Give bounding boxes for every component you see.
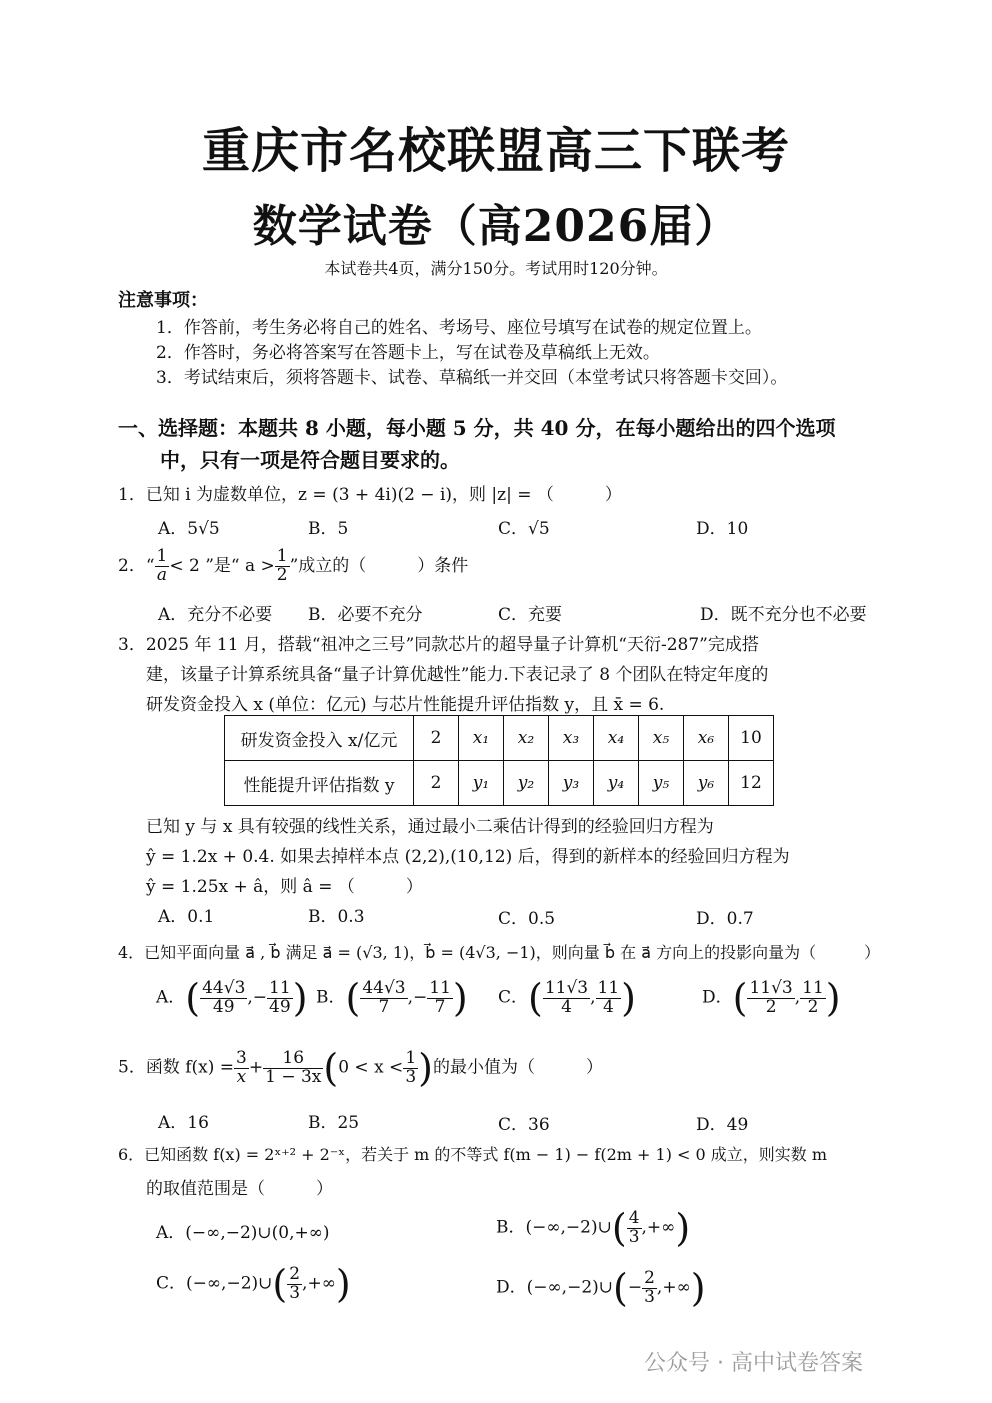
q6-option-a: A．(−∞,−2)∪(0,+∞) — [156, 1223, 330, 1243]
separator: ,− — [247, 987, 268, 1008]
paren-close: ) — [452, 976, 468, 1020]
paren-open: ( — [272, 1262, 288, 1306]
frac-num: 11√3 — [544, 977, 589, 998]
q2-fraction — [155, 548, 170, 585]
table-cell: 12 — [729, 761, 774, 806]
q5-option-b: B．25 — [308, 1113, 360, 1133]
exam-title: 重庆市名校联盟高三下联考 — [201, 123, 790, 179]
frac-num: 11 — [802, 977, 824, 998]
question-3-line: 研发资金投入 x (单位：亿元) 与芯片性能提升评估指数 y，且 x̄ = 6. — [146, 695, 665, 715]
q4-option-d — [702, 976, 841, 1020]
question-3-line: 3．2025 年 11 月，搭载“祖冲之三号”同款芯片的超导量子计算机“天衍-287”完成搭 — [118, 635, 759, 655]
q2-frac-num: 1 — [156, 546, 168, 566]
option-text: ,+∞ — [302, 1273, 336, 1294]
q6-option-d — [496, 1266, 706, 1310]
option-label: D． — [702, 987, 733, 1008]
q3-option-b: B．0.3 — [308, 907, 365, 927]
frac-num: 11√3 — [749, 977, 793, 998]
fraction — [263, 1047, 323, 1087]
option-label: A． — [156, 987, 186, 1008]
frac-den: 3 — [628, 1226, 640, 1247]
q2-pre: 2．“ — [118, 555, 155, 576]
table-cell: 研发资金投入 x/亿元 — [225, 716, 414, 761]
fraction — [267, 977, 293, 1017]
notice-item: 3．考试结束后，须将答题卡、试卷、草稿纸一并交回（本堂考试只将答题卡交回）。 — [156, 368, 788, 388]
paren-open: ( — [185, 976, 201, 1020]
frac-den: 4 — [602, 996, 614, 1017]
q2-fraction-2 — [275, 548, 290, 585]
frac-num: 11 — [429, 977, 451, 998]
fraction — [543, 977, 590, 1017]
paren-open: ( — [528, 976, 543, 1020]
frac-den: 3 — [644, 1286, 655, 1307]
question-6-line: 6．已知函数 f(x) = 2ˣ⁺² + 2⁻ˣ，若关于 m 的不等式 f(m − 1) − f(2m + 1) < 0 成立，则实数 m — [118, 1145, 828, 1164]
q2-frac2-num: 1 — [276, 546, 288, 566]
table-cell: 性能提升评估指数 y — [225, 761, 414, 806]
fraction — [287, 1263, 302, 1303]
exam-info: 本试卷共4页，满分150分。考试用时120分钟。 — [324, 259, 668, 278]
table-cell: x₅ — [639, 716, 684, 761]
q2-option-a: A．充分不必要 — [158, 605, 273, 625]
frac-num: 3 — [236, 1047, 247, 1068]
minus-sign: − — [627, 1277, 643, 1298]
paren-close: ) — [292, 976, 308, 1020]
frac-num: 1 — [405, 1047, 417, 1068]
frac-den: 7 — [434, 996, 446, 1017]
table-row — [225, 761, 774, 806]
option-text: ,+∞ — [641, 1217, 676, 1238]
paren-open: ( — [732, 976, 748, 1020]
frac-den: 3 — [405, 1066, 417, 1087]
fraction — [403, 1047, 418, 1087]
q4-option-b — [316, 976, 468, 1020]
paren-close: ) — [621, 976, 636, 1020]
question-5-stem — [118, 1046, 603, 1090]
paren-close: ) — [418, 1046, 433, 1090]
q3-option-d: D．0.7 — [696, 909, 754, 929]
fraction — [627, 1207, 642, 1247]
option-label: C． — [498, 987, 529, 1008]
paren-open: ( — [345, 976, 361, 1020]
q1-option-d: D．10 — [696, 519, 749, 539]
section-heading: 一、选择题：本题共 8 小题，每小题 5 分，共 40 分，在每小题给出的四个选项 — [118, 416, 836, 440]
table-cell: y₁ — [459, 761, 504, 806]
table-cell: x₄ — [594, 716, 639, 761]
frac-den: x — [236, 1066, 247, 1087]
paren-close: ) — [690, 1266, 706, 1310]
table-cell: y₆ — [684, 761, 729, 806]
q5-pre: 5．函数 f(x) = — [118, 1057, 235, 1078]
frac-den: 3 — [289, 1282, 301, 1303]
separator: , — [794, 987, 801, 1008]
table-cell: y₄ — [594, 761, 639, 806]
frac-num: 11 — [597, 977, 620, 998]
q3-option-c: C．0.5 — [498, 909, 556, 929]
q2-option-c: C．充要 — [498, 605, 563, 625]
table-cell: 2 — [414, 761, 459, 806]
q1-option-c: C．√5 — [498, 519, 550, 539]
frac-den: 49 — [212, 996, 235, 1017]
frac-den: 7 — [378, 996, 390, 1017]
q6-option-c — [156, 1262, 351, 1306]
separator: ,− — [407, 987, 428, 1008]
table-cell: x₆ — [684, 716, 729, 761]
frac-num: 2 — [644, 1267, 655, 1288]
fraction — [642, 1267, 657, 1307]
q1-option-b: B．5 — [308, 519, 349, 539]
fraction — [234, 1047, 249, 1087]
q2-option-b: B．必要不充分 — [308, 605, 423, 625]
table-row — [225, 716, 774, 761]
table-cell: x₂ — [504, 716, 549, 761]
table-cell: y₅ — [639, 761, 684, 806]
q5-condition: 0 < x < — [338, 1057, 404, 1078]
plus-sign: + — [248, 1057, 264, 1078]
q5-option-a: A．16 — [158, 1113, 209, 1133]
q5-option-d: D．49 — [696, 1115, 749, 1135]
question-3-line: 建，该量子计算系统具备“量子计算优越性”能力.下表记录了 8 个团队在特定年度的 — [146, 665, 769, 685]
data-table — [224, 715, 774, 806]
question-1-stem: 1．已知 i 为虚数单位，z = (3 + 4i)(2 − i)，则 |z| = （ ） — [118, 485, 622, 505]
q2-option-d: D．既不充分也不必要 — [700, 605, 867, 625]
section-heading-cont: 中，只有一项是符合题目要求的。 — [160, 448, 460, 472]
fraction — [427, 977, 453, 1017]
q2-frac2-den: 2 — [276, 564, 288, 585]
notice-item: 1．作答前，考生务必将自己的姓名、考场号、座位号填写在试卷的规定位置上。 — [156, 318, 762, 338]
fraction — [596, 977, 622, 1017]
frac-num: 11 — [269, 977, 291, 998]
notice-item: 2．作答时，务必将答案写在答题卡上，写在试卷及草稿纸上无效。 — [156, 343, 660, 363]
frac-den: 2 — [807, 996, 819, 1017]
notice-title: 注意事项： — [118, 290, 208, 311]
table-cell: 2 — [414, 716, 459, 761]
fraction — [360, 977, 407, 1017]
option-text: ,+∞ — [656, 1277, 691, 1298]
frac-num: 16 — [263, 1050, 323, 1069]
q1-option-a: A．5√5 — [158, 519, 220, 539]
frac-den: 1 − 3x — [265, 1066, 322, 1087]
option-label: B． — [316, 987, 346, 1008]
question-3-line: ŷ = 1.2x + 0.4. 如果去掉样本点 (2,2),(10,12) 后，得到的新样本的经验回归方程为 — [146, 847, 790, 867]
frac-den: 2 — [765, 996, 777, 1017]
fraction — [200, 977, 247, 1017]
frac-num: 2 — [289, 1263, 301, 1284]
question-4-stem: 4．已知平面向量 a⃗ , b⃗ 满足 a⃗ = (√3, 1)，b⃗ = (4√3, −1)，则向量 b⃗ 在 a⃗ 方向上的投影向量为（ ） — [118, 943, 881, 962]
exam-subject-title: 数学试卷（高2026届） — [252, 201, 740, 252]
table-cell: y₂ — [504, 761, 549, 806]
q4-option-c — [498, 976, 636, 1020]
frac-den: 4 — [561, 996, 572, 1017]
separator: , — [590, 987, 596, 1008]
q2-frac-den: a — [156, 564, 167, 585]
paren-close: ) — [335, 1262, 351, 1306]
q3-option-a: A．0.1 — [158, 907, 215, 927]
paren-open: ( — [613, 1266, 628, 1310]
q5-option-c: C．36 — [498, 1115, 550, 1135]
paren-close: ) — [675, 1206, 691, 1250]
question-6-line: 的取值范围是（ ） — [146, 1179, 333, 1199]
question-3-line: ŷ = 1.25x + â，则 â = （ ） — [146, 877, 423, 897]
table-cell: y₃ — [549, 761, 594, 806]
paren-close: ) — [825, 976, 841, 1020]
frac-num: 44√3 — [362, 977, 406, 998]
q6-option-b — [496, 1206, 690, 1250]
option-text: B．(−∞,−2)∪ — [496, 1217, 612, 1238]
fraction — [800, 977, 826, 1017]
table-cell: 10 — [729, 716, 774, 761]
table-cell: x₃ — [549, 716, 594, 761]
frac-num: 4 — [628, 1207, 640, 1228]
paren-open: ( — [323, 1046, 339, 1090]
question-2-stem — [118, 548, 468, 585]
q4-option-a — [156, 976, 308, 1020]
q5-post: 的最小值为（ ） — [432, 1057, 603, 1078]
question-3-line: 已知 y 与 x 具有较强的线性关系，通过最小二乘估计得到的经验回归方程为 — [146, 817, 714, 837]
option-text: D．(−∞,−2)∪ — [496, 1277, 614, 1298]
table-cell: x₁ — [459, 716, 504, 761]
q2-post: ”成立的（ ）条件 — [289, 555, 469, 576]
fraction — [747, 977, 794, 1017]
frac-den: 49 — [269, 996, 291, 1017]
q2-mid: < 2 ”是“ a > — [169, 555, 275, 576]
option-text: C．(−∞,−2)∪ — [156, 1273, 273, 1294]
watermark-text: 公众号 · 高中试卷答案 — [644, 1351, 863, 1376]
paren-open: ( — [611, 1206, 627, 1250]
frac-num: 44√3 — [202, 977, 246, 998]
